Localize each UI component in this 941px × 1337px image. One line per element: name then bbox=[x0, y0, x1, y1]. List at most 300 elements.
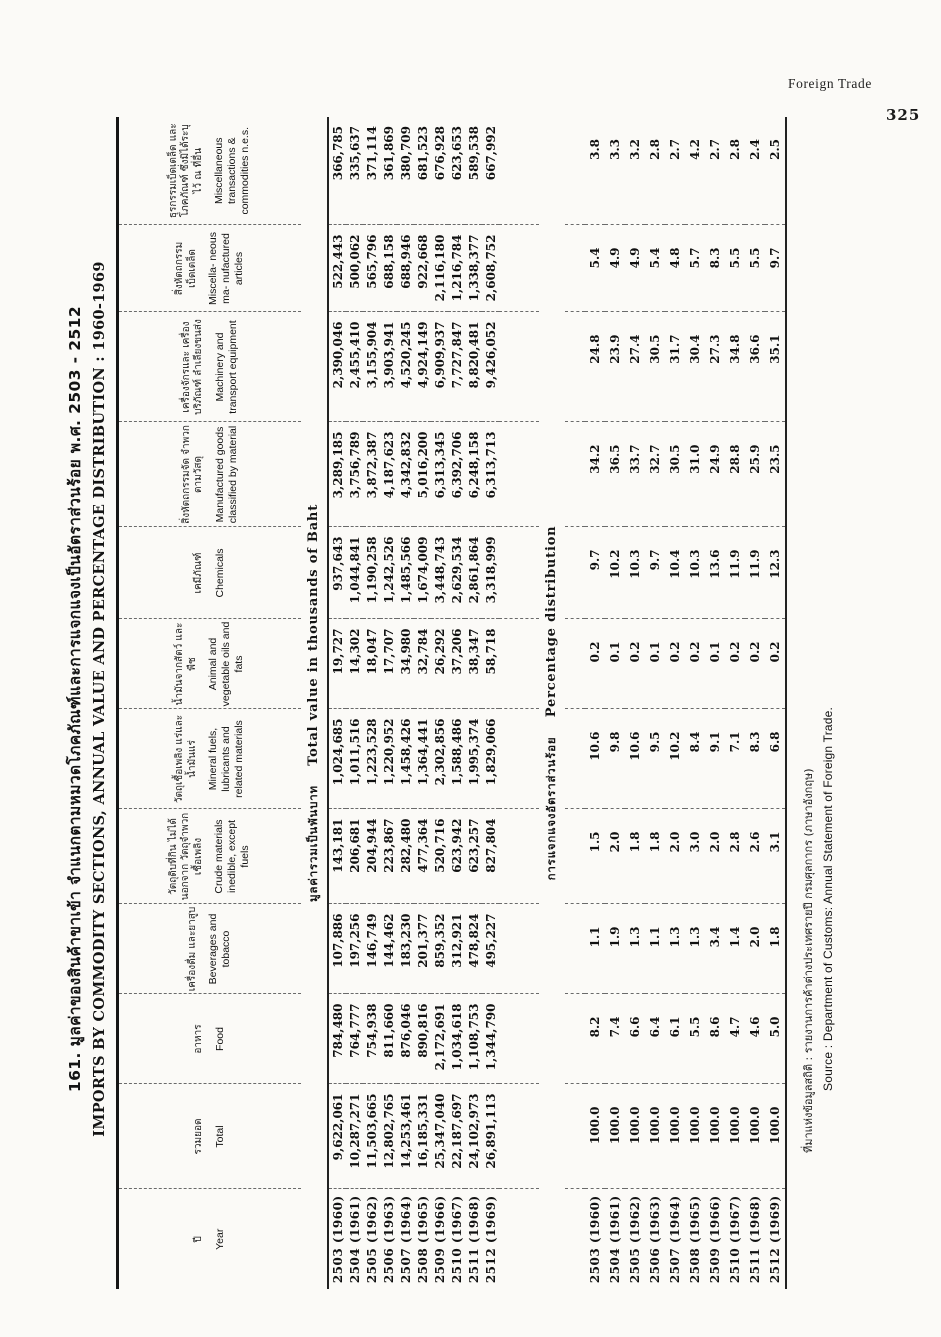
table-row bbox=[346, 117, 363, 1289]
year-cell: 2508 (1965) bbox=[688, 1195, 702, 1284]
spacer-cell bbox=[565, 527, 585, 619]
value-cell: 9,426,052 bbox=[482, 312, 499, 422]
column-header bbox=[118, 709, 302, 809]
header-row bbox=[118, 117, 302, 1289]
spacer-cell bbox=[499, 709, 539, 809]
spacer-cell bbox=[565, 1084, 585, 1189]
table-row bbox=[465, 117, 482, 1289]
spacer-cell bbox=[565, 1189, 585, 1289]
percent-cell: 35.1 bbox=[765, 312, 786, 422]
spacer-cell bbox=[565, 904, 585, 994]
spacer-cell bbox=[499, 225, 539, 312]
spacer-cell bbox=[499, 1084, 539, 1189]
value-cell: 1,216,784 bbox=[448, 225, 465, 312]
spacer-cell bbox=[565, 225, 585, 312]
value-cell: 25,347,040 bbox=[431, 1084, 448, 1189]
percent-cell: 0.2 bbox=[665, 619, 685, 709]
percent-cell: 24.8 bbox=[585, 312, 605, 422]
year-cell: 2512 (1969) bbox=[768, 1195, 782, 1284]
value-cell: 1,674,009 bbox=[414, 527, 431, 619]
value-cell: 58,718 bbox=[482, 619, 499, 709]
percent-cell: 5.5 bbox=[745, 225, 765, 312]
table-row bbox=[625, 117, 645, 1289]
column-header-english: Manufactured goods classified by material bbox=[213, 425, 239, 524]
value-cell: 380,709 bbox=[397, 117, 414, 225]
percent-cell: 5.4 bbox=[645, 225, 665, 312]
column-header-english: Chemicals bbox=[213, 548, 226, 598]
value-cell: 6,909,937 bbox=[431, 312, 448, 422]
percent-cell: 1.8 bbox=[645, 809, 665, 904]
value-cell: 1,108,753 bbox=[465, 994, 482, 1084]
percent-cell: 11.9 bbox=[745, 527, 765, 619]
percent-cell: 5.7 bbox=[685, 225, 705, 312]
percent-cell: 9.7 bbox=[645, 527, 665, 619]
value-cell: 8,820,481 bbox=[465, 312, 482, 422]
value-cell: 565,796 bbox=[363, 225, 380, 312]
value-cell: 26,292 bbox=[431, 619, 448, 709]
value-cell: 4,924,149 bbox=[414, 312, 431, 422]
percent-cell: 10.2 bbox=[605, 527, 625, 619]
value-cell: 2,116,180 bbox=[431, 225, 448, 312]
value-cell: 667,992 bbox=[482, 117, 499, 225]
percent-cell: 2.4 bbox=[745, 117, 765, 225]
value-cell: 4,187,623 bbox=[380, 422, 397, 527]
percent-cell: 31.7 bbox=[665, 312, 685, 422]
spacer-cell bbox=[565, 422, 585, 527]
source-note-thai: ที่มาแห่งข้อมูลสถิติ : รายงานการค้าต่างประเทศรายปี กรมศุลกากร (ภาษาอังกฤษ) bbox=[802, 768, 815, 1153]
value-cell: 681,523 bbox=[414, 117, 431, 225]
value-cell: 17,707 bbox=[380, 619, 397, 709]
value-cell: 827,804 bbox=[482, 809, 499, 904]
value-cell: 2,629,534 bbox=[448, 527, 465, 619]
column-header-thai: เคมีภัณฑ์ bbox=[193, 552, 205, 594]
table-row bbox=[725, 117, 745, 1289]
spacer-cell bbox=[499, 994, 539, 1084]
value-cell: 206,681 bbox=[346, 809, 363, 904]
percent-cell: 0.1 bbox=[605, 619, 625, 709]
percent-cell: 2.0 bbox=[745, 904, 765, 994]
value-cell: 312,921 bbox=[448, 904, 465, 994]
table-row bbox=[605, 117, 625, 1289]
percent-cell: 5.5 bbox=[725, 225, 745, 312]
spacer-cell bbox=[565, 619, 585, 709]
page-number: 325 bbox=[886, 106, 921, 124]
year-cell: 2509 (1966) bbox=[432, 1195, 447, 1284]
table-row bbox=[414, 117, 431, 1289]
year-cell: 2511 (1968) bbox=[466, 1195, 481, 1284]
percent-cell: 36.6 bbox=[745, 312, 765, 422]
percent-cell: 5.4 bbox=[585, 225, 605, 312]
value-cell: 38,347 bbox=[465, 619, 482, 709]
spacer-cell bbox=[499, 117, 539, 225]
spacer-cell bbox=[565, 994, 585, 1084]
value-cell: 14,253,461 bbox=[397, 1084, 414, 1189]
column-header-thai: เครื่องดื่ม และยาสูบ bbox=[186, 906, 198, 992]
value-cell: 34,980 bbox=[397, 619, 414, 709]
percent-cell: 10.4 bbox=[665, 527, 685, 619]
value-cell: 1,588,486 bbox=[448, 709, 465, 809]
table-row bbox=[645, 117, 665, 1289]
percent-cell: 100.0 bbox=[625, 1084, 645, 1189]
value-cell: 3,872,387 bbox=[363, 422, 380, 527]
value-cell: 144,462 bbox=[380, 904, 397, 994]
value-cell: 1,190,258 bbox=[363, 527, 380, 619]
value-cell: 22,187,697 bbox=[448, 1084, 465, 1189]
value-cell: 1,044,841 bbox=[346, 527, 363, 619]
column-header-english: Total bbox=[213, 1125, 226, 1148]
column-header bbox=[118, 527, 302, 619]
table-row bbox=[665, 117, 685, 1289]
percent-cell: 25.9 bbox=[745, 422, 765, 527]
percent-cell: 6.4 bbox=[645, 994, 665, 1084]
table-row bbox=[328, 117, 346, 1289]
column-header-thai: ปี bbox=[193, 1236, 205, 1243]
value-cell: 623,257 bbox=[465, 809, 482, 904]
table-title-english: IMPORTS BY COMMODITY SECTIONS, ANNUAL VALUE AND PERCENTAGE DISTRIBUTION : 1960-1969 bbox=[91, 261, 108, 1137]
percent-cell: 34.2 bbox=[585, 422, 605, 527]
value-cell: 143,181 bbox=[328, 809, 346, 904]
percent-cell: 27.3 bbox=[705, 312, 725, 422]
value-cell: 589,538 bbox=[465, 117, 482, 225]
table-row bbox=[448, 117, 465, 1289]
value-cell: 688,946 bbox=[397, 225, 414, 312]
source-notes bbox=[799, 95, 835, 1153]
percent-cell: 0.2 bbox=[745, 619, 765, 709]
percent-cell: 4.6 bbox=[745, 994, 765, 1084]
value-cell: 3,448,743 bbox=[431, 527, 448, 619]
value-cell: 1,220,952 bbox=[380, 709, 397, 809]
value-cell: 890,816 bbox=[414, 994, 431, 1084]
column-header-thai: น้ำมันจากสัตว์ และพืช bbox=[174, 622, 198, 706]
value-cell: 7,727,847 bbox=[448, 312, 465, 422]
table-row bbox=[397, 117, 414, 1289]
value-cell: 16,185,331 bbox=[414, 1084, 431, 1189]
percent-cell: 3.0 bbox=[685, 809, 705, 904]
year-cell: 2510 (1967) bbox=[449, 1195, 464, 1284]
percent-cell: 2.6 bbox=[745, 809, 765, 904]
percent-cell: 9.1 bbox=[705, 709, 725, 809]
percent-panel-caption-row bbox=[539, 117, 565, 1289]
value-cell: 623,653 bbox=[448, 117, 465, 225]
value-cell: 2,390,046 bbox=[328, 312, 346, 422]
year-cell: 2511 (1968) bbox=[748, 1195, 762, 1284]
column-header-english: Animal and vegetable oils and fats bbox=[207, 621, 245, 707]
column-header-english: Year bbox=[213, 1228, 226, 1250]
percent-cell: 9.7 bbox=[765, 225, 786, 312]
percent-cell: 1.8 bbox=[765, 904, 786, 994]
value-cell: 371,114 bbox=[363, 117, 380, 225]
value-cell: 859,352 bbox=[431, 904, 448, 994]
value-cell: 10,287,271 bbox=[346, 1084, 363, 1189]
value-cell: 2,302,856 bbox=[431, 709, 448, 809]
column-header bbox=[118, 422, 302, 527]
percent-cell: 1.3 bbox=[685, 904, 705, 994]
percent-cell: 2.0 bbox=[605, 809, 625, 904]
percent-cell: 12.3 bbox=[765, 527, 786, 619]
percent-cell: 100.0 bbox=[725, 1084, 745, 1189]
value-cell: 361,869 bbox=[380, 117, 397, 225]
value-cell: 3,318,999 bbox=[482, 527, 499, 619]
spacer-cell bbox=[499, 809, 539, 904]
column-header-thai: เครื่องจักรและ เครื่องบริภัณฑ์ ลำเลียงขนส่ง bbox=[180, 319, 204, 415]
year-cell: 2504 (1961) bbox=[608, 1195, 622, 1284]
value-cell: 107,886 bbox=[328, 904, 346, 994]
value-cell: 6,313,713 bbox=[482, 422, 499, 527]
value-cell: 32,784 bbox=[414, 619, 431, 709]
percent-cell: 31.0 bbox=[685, 422, 705, 527]
column-header-thai: วัตถุเชื้อเพลิง แร่และน้ำมันแร่ bbox=[174, 714, 198, 804]
percent-cell: 4.7 bbox=[725, 994, 745, 1084]
percent-cell: 13.6 bbox=[705, 527, 725, 619]
percent-cell: 10.2 bbox=[665, 709, 685, 809]
table-row bbox=[705, 117, 725, 1289]
value-cell: 1,458,426 bbox=[397, 709, 414, 809]
value-cell: 623,942 bbox=[448, 809, 465, 904]
value-cell: 3,289,185 bbox=[328, 422, 346, 527]
percent-cell: 0.2 bbox=[765, 619, 786, 709]
value-cell: 6,313,345 bbox=[431, 422, 448, 527]
spacer-cell bbox=[565, 312, 585, 422]
spacer-cell bbox=[499, 619, 539, 709]
column-header-english: Mineral fuels, lubricants and related materials bbox=[207, 720, 245, 798]
value-cell: 688,158 bbox=[380, 225, 397, 312]
percent-cell: 10.6 bbox=[585, 709, 605, 809]
spacer-cell bbox=[499, 1189, 539, 1289]
value-cell: 2,455,410 bbox=[346, 312, 363, 422]
value-cell: 6,392,706 bbox=[448, 422, 465, 527]
year-cell: 2506 (1963) bbox=[381, 1195, 396, 1284]
value-panel-caption-row bbox=[301, 117, 328, 1289]
year-cell: 2505 (1962) bbox=[628, 1195, 642, 1284]
imports-statistics-table bbox=[116, 117, 787, 1289]
year-cell: 2512 (1969) bbox=[483, 1195, 498, 1284]
percent-cell: 4.9 bbox=[625, 225, 645, 312]
year-cell: 2507 (1964) bbox=[668, 1195, 682, 1284]
year-cell: 2503 (1960) bbox=[588, 1195, 602, 1284]
table-title-thai: 161. มูลค่าของสินค้าขาเข้า จำแนกตามหมวดโภคภัณฑ์และการแจกแจงเป็นอัตราส่วนร้อย พ.ศ. 2503 - 2512 bbox=[66, 305, 84, 1093]
percent-cell: 4.9 bbox=[605, 225, 625, 312]
percent-cell: 33.7 bbox=[625, 422, 645, 527]
percent-cell: 10.3 bbox=[625, 527, 645, 619]
table-row bbox=[765, 117, 786, 1289]
value-cell: 520,716 bbox=[431, 809, 448, 904]
column-header-english: Food bbox=[213, 1027, 226, 1051]
percent-panel-caption bbox=[539, 117, 565, 1289]
percent-cell: 4.8 bbox=[665, 225, 685, 312]
column-header-thai: ธุรกรรมเบ็ดเตล็ด และโภคภัณฑ์ ซึ่งมิได้ระบุไว้ ณ ที่อื่น bbox=[167, 123, 204, 219]
table-row bbox=[585, 117, 605, 1289]
value-cell: 335,637 bbox=[346, 117, 363, 225]
value-cell: 3,903,941 bbox=[380, 312, 397, 422]
value-panel-caption bbox=[301, 117, 328, 1289]
percent-cell: 1.3 bbox=[665, 904, 685, 994]
value-cell: 764,777 bbox=[346, 994, 363, 1084]
value-cell: 146,749 bbox=[363, 904, 380, 994]
value-cell: 9,622,061 bbox=[328, 1084, 346, 1189]
spacer-row bbox=[499, 117, 539, 1289]
percent-caption-english: Percentage distribution bbox=[544, 525, 559, 718]
value-cell: 811,660 bbox=[380, 994, 397, 1084]
percent-cell: 34.8 bbox=[725, 312, 745, 422]
value-cell: 4,342,832 bbox=[397, 422, 414, 527]
column-header bbox=[118, 1084, 302, 1189]
percent-cell: 1.1 bbox=[645, 904, 665, 994]
percent-cell: 7.4 bbox=[605, 994, 625, 1084]
percent-cell: 0.2 bbox=[725, 619, 745, 709]
value-cell: 201,377 bbox=[414, 904, 431, 994]
percent-cell: 8.3 bbox=[705, 225, 725, 312]
percent-cell: 1.9 bbox=[605, 904, 625, 994]
percent-cell: 30.4 bbox=[685, 312, 705, 422]
value-cell: 478,824 bbox=[465, 904, 482, 994]
column-header bbox=[118, 904, 302, 994]
percent-cell: 2.8 bbox=[725, 809, 745, 904]
percent-cell: 28.8 bbox=[725, 422, 745, 527]
percent-cell: 2.8 bbox=[645, 117, 665, 225]
value-cell: 2,861,864 bbox=[465, 527, 482, 619]
spacer-cell bbox=[499, 904, 539, 994]
percent-cell: 3.8 bbox=[585, 117, 605, 225]
percent-cell: 0.1 bbox=[705, 619, 725, 709]
column-header bbox=[118, 1189, 302, 1289]
value-cell: 1,995,374 bbox=[465, 709, 482, 809]
column-header-english: Crude materials inedible, except fuels bbox=[213, 819, 252, 894]
table-row bbox=[482, 117, 499, 1289]
value-cell: 282,480 bbox=[397, 809, 414, 904]
column-header-english: Machinery and transport equipment bbox=[213, 320, 239, 414]
percent-cell: 100.0 bbox=[765, 1084, 786, 1189]
percent-cell: 10.3 bbox=[685, 527, 705, 619]
percent-cell: 100.0 bbox=[745, 1084, 765, 1189]
value-cell: 937,643 bbox=[328, 527, 346, 619]
value-cell: 3,155,904 bbox=[363, 312, 380, 422]
percent-cell: 0.2 bbox=[625, 619, 645, 709]
percent-cell: 3.1 bbox=[765, 809, 786, 904]
percent-cell: 8.3 bbox=[745, 709, 765, 809]
column-header-thai: รวมยอด bbox=[193, 1118, 205, 1155]
percent-cell: 3.3 bbox=[605, 117, 625, 225]
percent-cell: 6.6 bbox=[625, 994, 645, 1084]
percent-cell: 5.5 bbox=[685, 994, 705, 1084]
column-header-thai: สิ่งหัตถกรรม เบ็ดเตล็ด bbox=[174, 241, 198, 296]
value-cell: 1,344,790 bbox=[482, 994, 499, 1084]
percent-cell: 100.0 bbox=[585, 1084, 605, 1189]
value-cell: 197,256 bbox=[346, 904, 363, 994]
value-cell: 6,248,158 bbox=[465, 422, 482, 527]
percent-cell: 8.6 bbox=[705, 994, 725, 1084]
percent-cell: 9.8 bbox=[605, 709, 625, 809]
value-cell: 1,034,618 bbox=[448, 994, 465, 1084]
value-cell: 754,938 bbox=[363, 994, 380, 1084]
year-cell: 2508 (1965) bbox=[415, 1195, 430, 1284]
value-cell: 477,364 bbox=[414, 809, 431, 904]
percent-cell: 8.4 bbox=[685, 709, 705, 809]
percent-cell: 1.1 bbox=[585, 904, 605, 994]
year-cell: 2506 (1963) bbox=[648, 1195, 662, 1284]
value-cell: 500,062 bbox=[346, 225, 363, 312]
value-cell: 204,944 bbox=[363, 809, 380, 904]
value-cell: 3,756,789 bbox=[346, 422, 363, 527]
table-row bbox=[685, 117, 705, 1289]
percent-cell: 100.0 bbox=[665, 1084, 685, 1189]
percent-cell: 36.5 bbox=[605, 422, 625, 527]
value-cell: 1,242,526 bbox=[380, 527, 397, 619]
value-cell: 1,024,685 bbox=[328, 709, 346, 809]
value-cell: 26,891,113 bbox=[482, 1084, 499, 1189]
spacer-cell bbox=[565, 709, 585, 809]
percent-cell: 100.0 bbox=[685, 1084, 705, 1189]
value-rows bbox=[328, 117, 499, 1289]
value-cell: 1,485,566 bbox=[397, 527, 414, 619]
column-header-thai: สิ่งหัตถกรรมจัด จำพวกตามวัสดุ bbox=[180, 425, 204, 524]
value-cell: 2,608,752 bbox=[482, 225, 499, 312]
value-cell: 495,227 bbox=[482, 904, 499, 994]
percent-cell: 0.1 bbox=[645, 619, 665, 709]
percent-cell: 10.6 bbox=[625, 709, 645, 809]
value-cell: 1,223,528 bbox=[363, 709, 380, 809]
year-cell: 2505 (1962) bbox=[364, 1195, 379, 1284]
percent-cell: 0.2 bbox=[685, 619, 705, 709]
spacer-cell bbox=[565, 809, 585, 904]
column-header bbox=[118, 994, 302, 1084]
percent-cell: 3.2 bbox=[625, 117, 645, 225]
value-cell: 18,047 bbox=[363, 619, 380, 709]
value-cell: 1,364,441 bbox=[414, 709, 431, 809]
column-header-english: Miscellaneous transactions & commodities n.e.s. bbox=[213, 126, 252, 215]
percent-cell: 7.1 bbox=[725, 709, 745, 809]
spacer-cell bbox=[499, 527, 539, 619]
value-cell: 183,230 bbox=[397, 904, 414, 994]
column-header-thai: วัตถุดิบที่กิน ไม่ได้ นอกจาก วัตถุจำพวก เชื้อเพลิง bbox=[167, 812, 204, 901]
value-cell: 2,172,691 bbox=[431, 994, 448, 1084]
percent-cell: 24.9 bbox=[705, 422, 725, 527]
percent-cell: 1.8 bbox=[625, 809, 645, 904]
spacer-row bbox=[565, 117, 585, 1289]
percent-cell: 1.5 bbox=[585, 809, 605, 904]
table-row bbox=[380, 117, 397, 1289]
source-note-english: Source : Department of Customs: Annual Statement of Foreign Trade. bbox=[821, 706, 835, 1091]
year-cell: 2507 (1964) bbox=[398, 1195, 413, 1284]
column-header-english: Beverages and tobacco bbox=[207, 913, 233, 985]
percent-cell: 3.4 bbox=[705, 904, 725, 994]
value-cell: 19,727 bbox=[328, 619, 346, 709]
percent-cell: 2.8 bbox=[725, 117, 745, 225]
column-header bbox=[118, 312, 302, 422]
percent-cell: 32.7 bbox=[645, 422, 665, 527]
percent-caption-thai: การแจกแจงอัตราส่วนร้อย bbox=[544, 736, 558, 881]
value-cell: 676,928 bbox=[431, 117, 448, 225]
percent-cell: 2.0 bbox=[705, 809, 725, 904]
percent-cell: 23.5 bbox=[765, 422, 786, 527]
value-cell: 37,206 bbox=[448, 619, 465, 709]
table-row bbox=[431, 117, 448, 1289]
percent-cell: 9.7 bbox=[585, 527, 605, 619]
percent-cell: 2.5 bbox=[765, 117, 786, 225]
percent-cell: 2.7 bbox=[665, 117, 685, 225]
percent-cell: 5.0 bbox=[765, 994, 786, 1084]
percent-cell: 1.4 bbox=[725, 904, 745, 994]
value-cell: 223,867 bbox=[380, 809, 397, 904]
percent-cell: 100.0 bbox=[605, 1084, 625, 1189]
year-cell: 2510 (1967) bbox=[728, 1195, 742, 1284]
spacer-cell bbox=[499, 312, 539, 422]
percent-cell: 2.7 bbox=[705, 117, 725, 225]
value-cell: 1,338,377 bbox=[465, 225, 482, 312]
column-header bbox=[118, 809, 302, 904]
percent-cell: 1.3 bbox=[625, 904, 645, 994]
value-cell: 1,011,516 bbox=[346, 709, 363, 809]
percent-rows bbox=[585, 117, 786, 1289]
